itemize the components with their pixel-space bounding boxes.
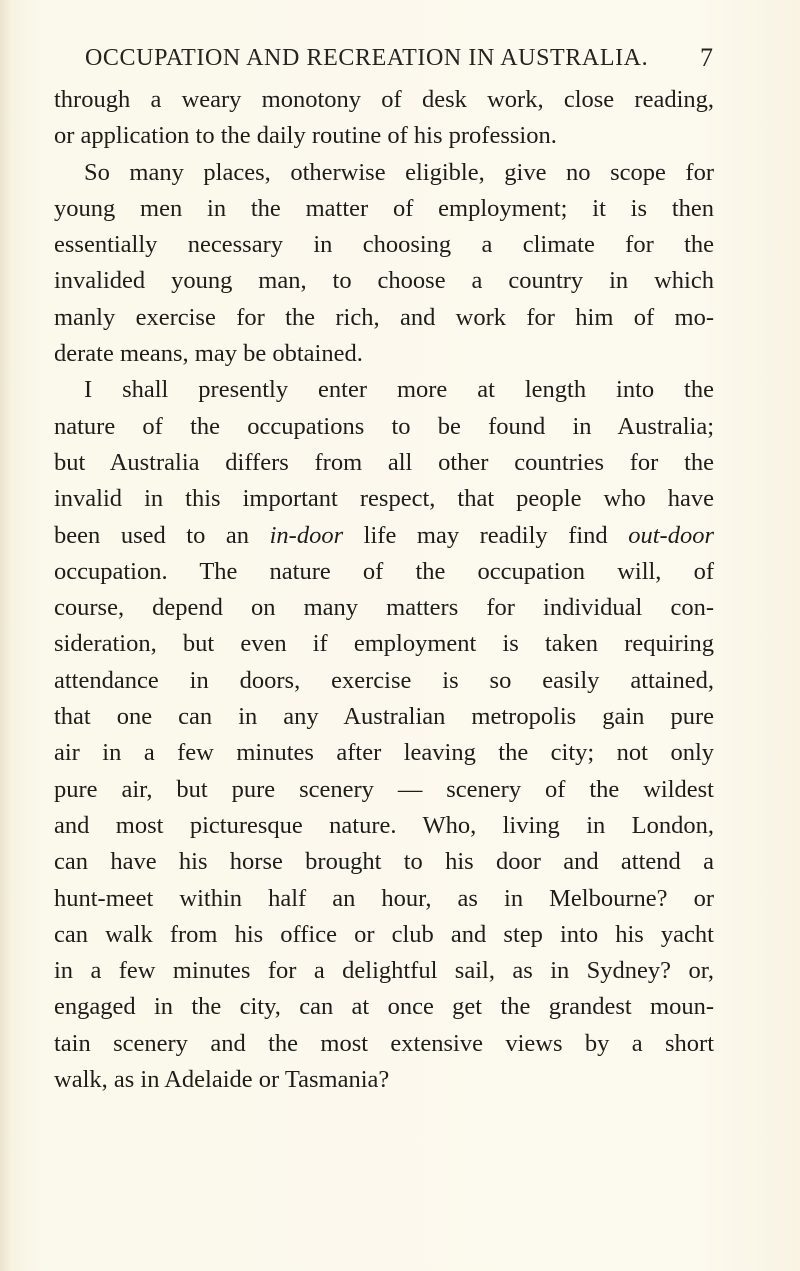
page-gutter-shadow bbox=[0, 0, 12, 1271]
text-line: or application to the daily routine of his profession. bbox=[54, 122, 557, 150]
text-line: occupation. The nature of the occupation will, of bbox=[54, 557, 714, 585]
text-line: but Australia differs from all other countries for the bbox=[54, 448, 714, 476]
text-line: in a few minutes for a delightful sail, as in Sydney? or, bbox=[54, 957, 714, 985]
text-line: that one can in any Australian metropolis gain pure bbox=[54, 703, 714, 731]
text-line: can walk from his office or club and step into his yacht bbox=[54, 920, 714, 948]
text-line: So many places, otherwise eligible, give no scope for bbox=[84, 158, 714, 186]
italic-term: out-door bbox=[628, 521, 714, 549]
text-line: air in a few minutes after leaving the city; not only bbox=[54, 739, 714, 767]
text-line: invalid in this important respect, that people who have bbox=[54, 485, 714, 513]
text-line: nature of the occupations to be found in Australia; bbox=[54, 412, 714, 440]
text-line: invalided young man, to choose a country in which bbox=[54, 267, 714, 295]
text-line: and most picturesque nature. Who, living in London, bbox=[54, 811, 714, 839]
body-text bbox=[54, 82, 714, 1098]
text-line: pure air, but pure scenery — scenery of the wildest bbox=[54, 775, 714, 803]
italic-term: in-door bbox=[269, 521, 344, 549]
text-line: derate means, may be obtained. bbox=[54, 340, 363, 368]
text-line: essentially necessary in choosing a climate for the bbox=[54, 231, 714, 259]
text-line: attendance in doors, exercise is so easily attained, bbox=[54, 666, 714, 694]
text-segment: been used to an bbox=[54, 521, 270, 549]
text-line: tain scenery and the most extensive views by a short bbox=[54, 1029, 714, 1057]
page-number: 7 bbox=[700, 43, 713, 72]
text-line: course, depend on many matters for individual con- bbox=[54, 594, 714, 622]
text-line: through a weary monotony of desk work, close reading, bbox=[54, 86, 714, 113]
text-line: hunt-meet within half an hour, as in Melbourne? or bbox=[54, 884, 714, 912]
text-line bbox=[54, 518, 714, 554]
text-line: walk, as in Adelaide or Tasmania? bbox=[54, 1066, 390, 1094]
running-title: OCCUPATION AND RECREATION IN AUSTRALIA. bbox=[85, 44, 649, 71]
text-line: sideration, but even if employment is taken requiring bbox=[54, 630, 714, 658]
text-line: I shall presently enter more at length into the bbox=[84, 376, 714, 404]
text-segment: life may readily find bbox=[343, 521, 629, 549]
text-line: manly exercise for the rich, and work for him of mo- bbox=[54, 303, 714, 331]
text-line: can have his horse brought to his door and attend a bbox=[54, 848, 714, 876]
text-line: young men in the matter of employment; it is then bbox=[54, 194, 714, 222]
running-head bbox=[85, 40, 713, 76]
text-line: engaged in the city, can at once get the grandest moun- bbox=[54, 993, 714, 1021]
